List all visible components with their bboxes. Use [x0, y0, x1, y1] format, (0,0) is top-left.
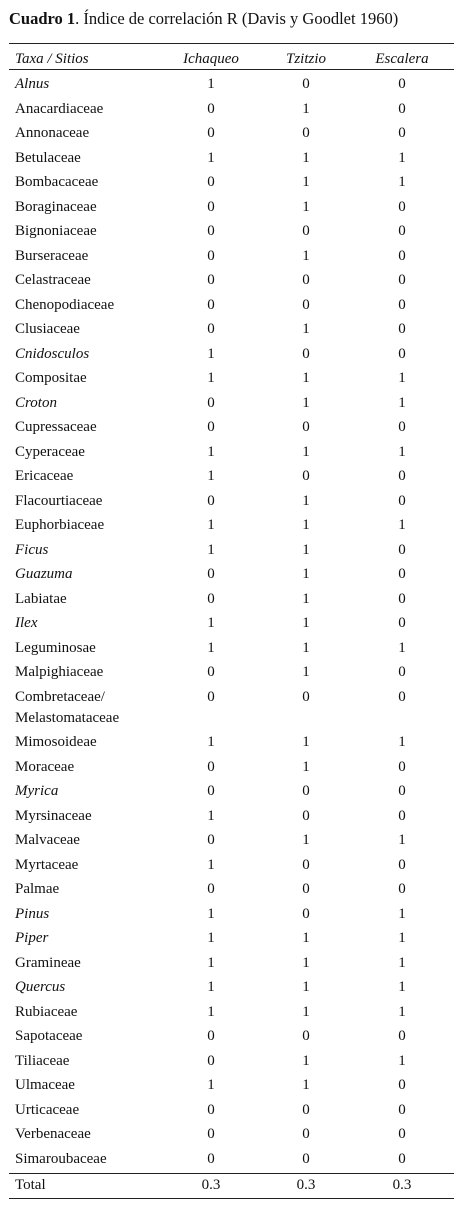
- taxon-name: [15, 953, 81, 973]
- value-escalera: 1: [398, 734, 406, 750]
- taxon-name-line: Pinus: [15, 905, 50, 922]
- value-escalera: 0: [398, 1150, 406, 1167]
- taxon-name-line: Chenopodiaceae: [15, 296, 115, 313]
- value-tzitzio: 0: [302, 688, 310, 705]
- value-tzitzio: 1: [302, 954, 310, 971]
- taxon-name-line: Leguminosae: [15, 639, 96, 656]
- taxon-name: [15, 197, 97, 217]
- value-escalera: 0: [398, 1028, 406, 1044]
- taxon-name-line: Labiatae: [15, 590, 67, 607]
- value-escalera: 0: [398, 223, 406, 239]
- value-escalera: 1: [398, 394, 406, 411]
- taxon-name: [15, 879, 59, 899]
- bottom-rule: [9, 1198, 454, 1199]
- value-escalera: 1: [398, 905, 406, 922]
- taxon-name: [15, 1026, 82, 1046]
- taxon-name: [15, 466, 73, 486]
- value-tzitzio: 0: [302, 296, 310, 313]
- taxon-name-line: Ericaceae: [15, 468, 74, 484]
- value-escalera: 0: [398, 1077, 406, 1093]
- value-escalera: 0: [398, 664, 406, 680]
- taxon-name: [15, 564, 73, 584]
- taxon-name-line: Betulaceae: [15, 149, 81, 166]
- table-row: [0, 295, 461, 319]
- taxon-name-line: Clusiaceae: [15, 321, 80, 337]
- taxon-name-line: Moraceae: [15, 758, 75, 775]
- value-ichaqueo: 0: [207, 1052, 215, 1069]
- value-tzitzio: 0: [302, 1126, 310, 1142]
- taxon-name-line: Cupressaceae: [15, 419, 97, 435]
- value-ichaqueo: 0: [207, 1028, 215, 1044]
- value-ichaqueo: 0: [207, 1101, 215, 1118]
- taxon-name-line: Anacardiaceae: [15, 100, 104, 117]
- value-ichaqueo: 1: [207, 856, 215, 873]
- value-tzitzio: 0: [302, 223, 310, 239]
- value-ichaqueo: 1: [207, 979, 215, 995]
- taxon-name-line: Bombacaceae: [15, 174, 99, 190]
- table-row: [0, 515, 461, 539]
- taxon-name-line: Ulmaceae: [15, 1077, 75, 1093]
- taxon-name: [15, 613, 37, 633]
- value-ichaqueo: 0: [207, 125, 215, 141]
- taxon-name-line: Urticaceae: [15, 1101, 80, 1118]
- value-tzitzio: 1: [302, 370, 310, 386]
- taxon-name: [15, 295, 114, 315]
- value-tzitzio: 1: [302, 615, 310, 631]
- table-row: [0, 491, 461, 515]
- taxon-name-line: Myrtaceae: [15, 856, 79, 873]
- taxon-name: [15, 393, 57, 413]
- value-ichaqueo: 0: [207, 832, 215, 848]
- taxon-name: [15, 246, 88, 266]
- value-escalera: 0: [398, 615, 406, 631]
- taxon-name-line: Myrica: [15, 783, 59, 799]
- value-escalera: 0: [398, 856, 406, 873]
- table-row: [0, 197, 461, 221]
- taxon-name: [15, 1002, 77, 1022]
- table-row: [0, 1100, 461, 1124]
- total-row: [0, 1175, 461, 1199]
- value-escalera: 0: [398, 296, 406, 313]
- table-row: [0, 344, 461, 368]
- value-escalera: 1: [398, 930, 406, 946]
- taxon-name-line: Melastomataceae: [15, 709, 120, 726]
- value-ichaqueo: 0: [207, 1126, 215, 1142]
- taxon-name-line: Myrsinaceae: [15, 807, 92, 824]
- value-ichaqueo: 0: [207, 881, 215, 897]
- value-escalera: 0: [398, 807, 406, 824]
- header-rule: [9, 69, 454, 70]
- value-escalera: 0: [398, 272, 406, 288]
- total-rule: [9, 1173, 454, 1174]
- taxon-name: [15, 1100, 79, 1120]
- value-escalera: 0: [398, 76, 406, 92]
- taxon-name-line: Rubiaceae: [15, 1003, 78, 1020]
- value-tzitzio: 1: [302, 1052, 310, 1069]
- table-row: [0, 732, 461, 756]
- value-escalera: 0: [398, 1126, 406, 1142]
- value-escalera: 0: [398, 881, 406, 897]
- taxon-name-line: Euphorbiaceae: [15, 517, 105, 533]
- value-tzitzio: 1: [302, 734, 310, 750]
- table-row: [0, 246, 461, 270]
- value-ichaqueo: 0: [207, 566, 215, 582]
- value-escalera: 0: [398, 541, 406, 558]
- table-row: [0, 221, 461, 245]
- value-escalera: 1: [398, 1052, 406, 1069]
- value-ichaqueo: 1: [207, 149, 215, 166]
- value-ichaqueo: 0: [207, 688, 215, 705]
- taxon-name: [15, 1124, 91, 1144]
- table-row: [0, 393, 461, 417]
- taxon-name-line: Annonaceae: [15, 125, 90, 141]
- taxon-name: [15, 344, 89, 364]
- value-ichaqueo: 0: [207, 783, 215, 799]
- header-escalera: Escalera: [375, 51, 429, 67]
- value-ichaqueo: 1: [207, 905, 215, 922]
- table-row: [0, 830, 461, 854]
- taxon-name: [15, 855, 78, 875]
- table-row: [0, 319, 461, 343]
- value-tzitzio: 1: [302, 492, 310, 509]
- value-escalera: 0: [398, 492, 406, 509]
- caption-label: Cuadro 1: [9, 9, 76, 28]
- taxon-name: [15, 806, 92, 826]
- value-ichaqueo: 1: [207, 615, 215, 631]
- value-escalera: 1: [398, 1003, 406, 1020]
- value-ichaqueo: 0: [207, 758, 215, 775]
- value-ichaqueo: 0: [207, 419, 215, 435]
- taxon-name-line: Celastraceae: [15, 272, 91, 288]
- taxon-name-line: Verbenaceae: [15, 1126, 91, 1142]
- table-row: [0, 638, 461, 662]
- value-tzitzio: 0: [302, 1150, 310, 1167]
- value-escalera: 1: [398, 149, 406, 166]
- taxon-name: [15, 1149, 107, 1169]
- table-row: [0, 564, 461, 588]
- value-tzitzio: 0: [302, 468, 310, 484]
- header-tzitzio: Tzitzio: [285, 51, 327, 67]
- value-tzitzio: 0: [302, 272, 310, 288]
- value-escalera: 0: [398, 100, 406, 117]
- table-row: [0, 904, 461, 928]
- value-ichaqueo: 1: [207, 930, 215, 946]
- value-tzitzio: 1: [302, 1003, 310, 1020]
- value-tzitzio: 0: [302, 905, 310, 922]
- value-ichaqueo: 0: [207, 223, 215, 239]
- taxon-name: [15, 904, 49, 924]
- taxon-name: [15, 977, 65, 997]
- total-ichaqueo: 0.3: [201, 1177, 221, 1193]
- value-tzitzio: 1: [302, 174, 310, 190]
- taxon-name-line: Piper: [15, 930, 49, 946]
- value-tzitzio: 1: [302, 664, 310, 680]
- value-ichaqueo: 1: [207, 734, 215, 750]
- table-row: [0, 368, 461, 392]
- table-row: [0, 977, 461, 1001]
- taxon-name-line: Boraginaceae: [15, 198, 97, 215]
- value-tzitzio: 1: [302, 758, 310, 775]
- taxon-name: [15, 638, 96, 658]
- value-escalera: 0: [398, 125, 406, 141]
- value-escalera: 0: [398, 419, 406, 435]
- header-taxa: Taxa / Sitios: [15, 51, 89, 67]
- value-ichaqueo: 0: [207, 198, 215, 215]
- value-escalera: 0: [398, 590, 406, 607]
- value-tzitzio: 1: [302, 321, 310, 337]
- value-tzitzio: 0: [302, 807, 310, 824]
- taxon-name-line: Cyperaceae: [15, 443, 85, 460]
- taxon-name-line: Malpighiaceae: [15, 664, 104, 680]
- table-row: [0, 466, 461, 490]
- value-ichaqueo: 0: [207, 394, 215, 411]
- table-row: [0, 781, 461, 805]
- table-row: [0, 172, 461, 196]
- value-escalera: 0: [398, 198, 406, 215]
- table-row: [0, 99, 461, 123]
- taxon-name: [15, 662, 103, 682]
- value-tzitzio: 0: [302, 856, 310, 873]
- taxon-name: [15, 221, 97, 241]
- total-escalera: 0.3: [392, 1177, 412, 1193]
- taxon-name: [15, 1075, 75, 1095]
- taxon-name: [15, 515, 104, 535]
- value-escalera: 1: [398, 979, 406, 995]
- value-tzitzio: 0: [302, 125, 310, 141]
- value-ichaqueo: 1: [207, 443, 215, 460]
- value-ichaqueo: 1: [207, 370, 215, 386]
- taxon-name-line: Bignoniaceae: [15, 223, 97, 239]
- table-row: [0, 662, 461, 686]
- value-ichaqueo: 0: [207, 664, 215, 680]
- value-ichaqueo: 1: [207, 76, 215, 92]
- table-row: [0, 74, 461, 98]
- value-escalera: 1: [398, 517, 406, 533]
- value-ichaqueo: 1: [207, 954, 215, 971]
- value-escalera: 0: [398, 758, 406, 775]
- table-row: [0, 1075, 461, 1099]
- taxon-name-line: Cnidosculos: [15, 345, 90, 362]
- value-tzitzio: 1: [302, 832, 310, 848]
- taxon-name-line: Guazuma: [15, 566, 73, 582]
- value-ichaqueo: 1: [207, 517, 215, 533]
- value-tzitzio: 1: [302, 639, 310, 656]
- table-row: [0, 1002, 461, 1026]
- value-escalera: 0: [398, 566, 406, 582]
- taxon-name: [15, 781, 58, 801]
- taxon-name: [15, 74, 49, 94]
- taxon-name: [15, 491, 102, 511]
- taxon-name-line: Palmae: [15, 881, 60, 897]
- taxon-name: [15, 319, 80, 339]
- value-tzitzio: 0: [302, 345, 310, 362]
- taxon-name: [15, 368, 87, 388]
- table-row: [0, 757, 461, 781]
- table-row: [0, 123, 461, 147]
- value-ichaqueo: 1: [207, 807, 215, 824]
- taxon-name: [15, 148, 81, 168]
- taxon-name-line: Tiliaceae: [15, 1052, 70, 1069]
- value-escalera: 1: [398, 443, 406, 460]
- total-tzitzio: 0.3: [296, 1177, 316, 1193]
- taxon-name: [15, 757, 74, 777]
- taxon-name-line: Combretaceae/: [15, 688, 105, 705]
- table-row: [0, 1124, 461, 1148]
- table-row: [0, 1026, 461, 1050]
- value-ichaqueo: 1: [207, 345, 215, 362]
- taxon-name: [15, 589, 67, 609]
- value-escalera: 0: [398, 1101, 406, 1118]
- taxon-name: [15, 830, 80, 850]
- taxon-name-line: Ficus: [15, 541, 49, 558]
- taxon-name-line: Croton: [15, 394, 57, 411]
- value-escalera: 1: [398, 639, 406, 656]
- taxon-name: [15, 540, 48, 560]
- taxon-name-line: Alnus: [15, 76, 50, 92]
- value-escalera: 0: [398, 247, 406, 264]
- taxon-name: [15, 270, 91, 290]
- value-escalera: 0: [398, 688, 406, 705]
- value-escalera: 1: [398, 370, 406, 386]
- value-ichaqueo: 0: [207, 272, 215, 288]
- value-ichaqueo: 0: [207, 100, 215, 117]
- table-row: [0, 148, 461, 172]
- value-escalera: 1: [398, 832, 406, 848]
- value-escalera: 1: [398, 174, 406, 190]
- value-tzitzio: 1: [302, 1077, 310, 1093]
- value-tzitzio: 1: [302, 149, 310, 166]
- value-tzitzio: 0: [302, 783, 310, 799]
- table-row: [0, 855, 461, 879]
- taxon-name: [15, 442, 85, 462]
- top-rule: [9, 43, 454, 44]
- value-tzitzio: 0: [302, 419, 310, 435]
- taxon-name-line: Malvaceae: [15, 832, 80, 848]
- taxon-name: [15, 928, 48, 948]
- value-ichaqueo: 1: [207, 468, 215, 484]
- value-ichaqueo: 1: [207, 1003, 215, 1020]
- value-ichaqueo: 0: [207, 590, 215, 607]
- table-row: [0, 613, 461, 637]
- value-ichaqueo: 0: [207, 1150, 215, 1167]
- table-row: [0, 417, 461, 441]
- taxon-name: [15, 123, 89, 143]
- value-tzitzio: 0: [302, 76, 310, 92]
- table-row: [0, 270, 461, 294]
- table-row: [0, 540, 461, 564]
- table-row: [0, 928, 461, 952]
- value-escalera: 0: [398, 468, 406, 484]
- table-row: [0, 687, 461, 726]
- taxon-name-line: Mimosoideae: [15, 734, 97, 750]
- header-ichaqueo: Ichaqueo: [183, 51, 239, 67]
- value-escalera: 0: [398, 321, 406, 337]
- value-ichaqueo: 0: [207, 492, 215, 509]
- table-row: [0, 442, 461, 466]
- taxon-name: [15, 687, 119, 729]
- taxon-name-line: Sapotaceae: [15, 1028, 83, 1044]
- value-tzitzio: 1: [302, 247, 310, 264]
- total-label: Total: [15, 1177, 46, 1193]
- value-ichaqueo: 1: [207, 1077, 215, 1093]
- value-ichaqueo: 1: [207, 541, 215, 558]
- table-row: [0, 879, 461, 903]
- value-tzitzio: 0: [302, 1101, 310, 1118]
- value-tzitzio: 1: [302, 979, 310, 995]
- table-row: [0, 589, 461, 613]
- value-tzitzio: 1: [302, 590, 310, 607]
- value-ichaqueo: 1: [207, 639, 215, 656]
- value-tzitzio: 1: [302, 394, 310, 411]
- value-tzitzio: 0: [302, 881, 310, 897]
- table-caption: [9, 9, 455, 29]
- value-tzitzio: 1: [302, 566, 310, 582]
- taxon-name: [15, 1051, 69, 1071]
- value-tzitzio: 1: [302, 541, 310, 558]
- value-escalera: 0: [398, 345, 406, 362]
- taxon-name-line: Ilex: [15, 615, 38, 631]
- value-tzitzio: 1: [302, 930, 310, 946]
- taxon-name-line: Gramineae: [15, 954, 81, 971]
- taxon-name-line: Burseraceae: [15, 247, 89, 264]
- taxon-name-line: Compositae: [15, 370, 87, 386]
- caption-text: . Índice de correlación R (Davis y Goodlet 1960): [75, 9, 399, 28]
- taxon-name-line: Simaroubaceae: [15, 1150, 107, 1167]
- table-row: [0, 1051, 461, 1075]
- taxon-name: [15, 732, 97, 752]
- value-tzitzio: 1: [302, 100, 310, 117]
- value-ichaqueo: 0: [207, 174, 215, 190]
- table-row: [0, 1149, 461, 1173]
- taxon-name-line: Quercus: [15, 979, 66, 995]
- value-tzitzio: 1: [302, 198, 310, 215]
- value-escalera: 1: [398, 954, 406, 971]
- value-ichaqueo: 0: [207, 296, 215, 313]
- taxon-name: [15, 99, 103, 119]
- value-tzitzio: 1: [302, 443, 310, 460]
- value-ichaqueo: 0: [207, 247, 215, 264]
- table-row: [0, 953, 461, 977]
- taxon-name: [15, 417, 97, 437]
- value-ichaqueo: 0: [207, 321, 215, 337]
- value-tzitzio: 1: [302, 517, 310, 533]
- table-row: [0, 806, 461, 830]
- taxon-name: [15, 172, 98, 192]
- taxon-name-line: Flacourtiaceae: [15, 492, 103, 509]
- value-tzitzio: 0: [302, 1028, 310, 1044]
- value-escalera: 0: [398, 783, 406, 799]
